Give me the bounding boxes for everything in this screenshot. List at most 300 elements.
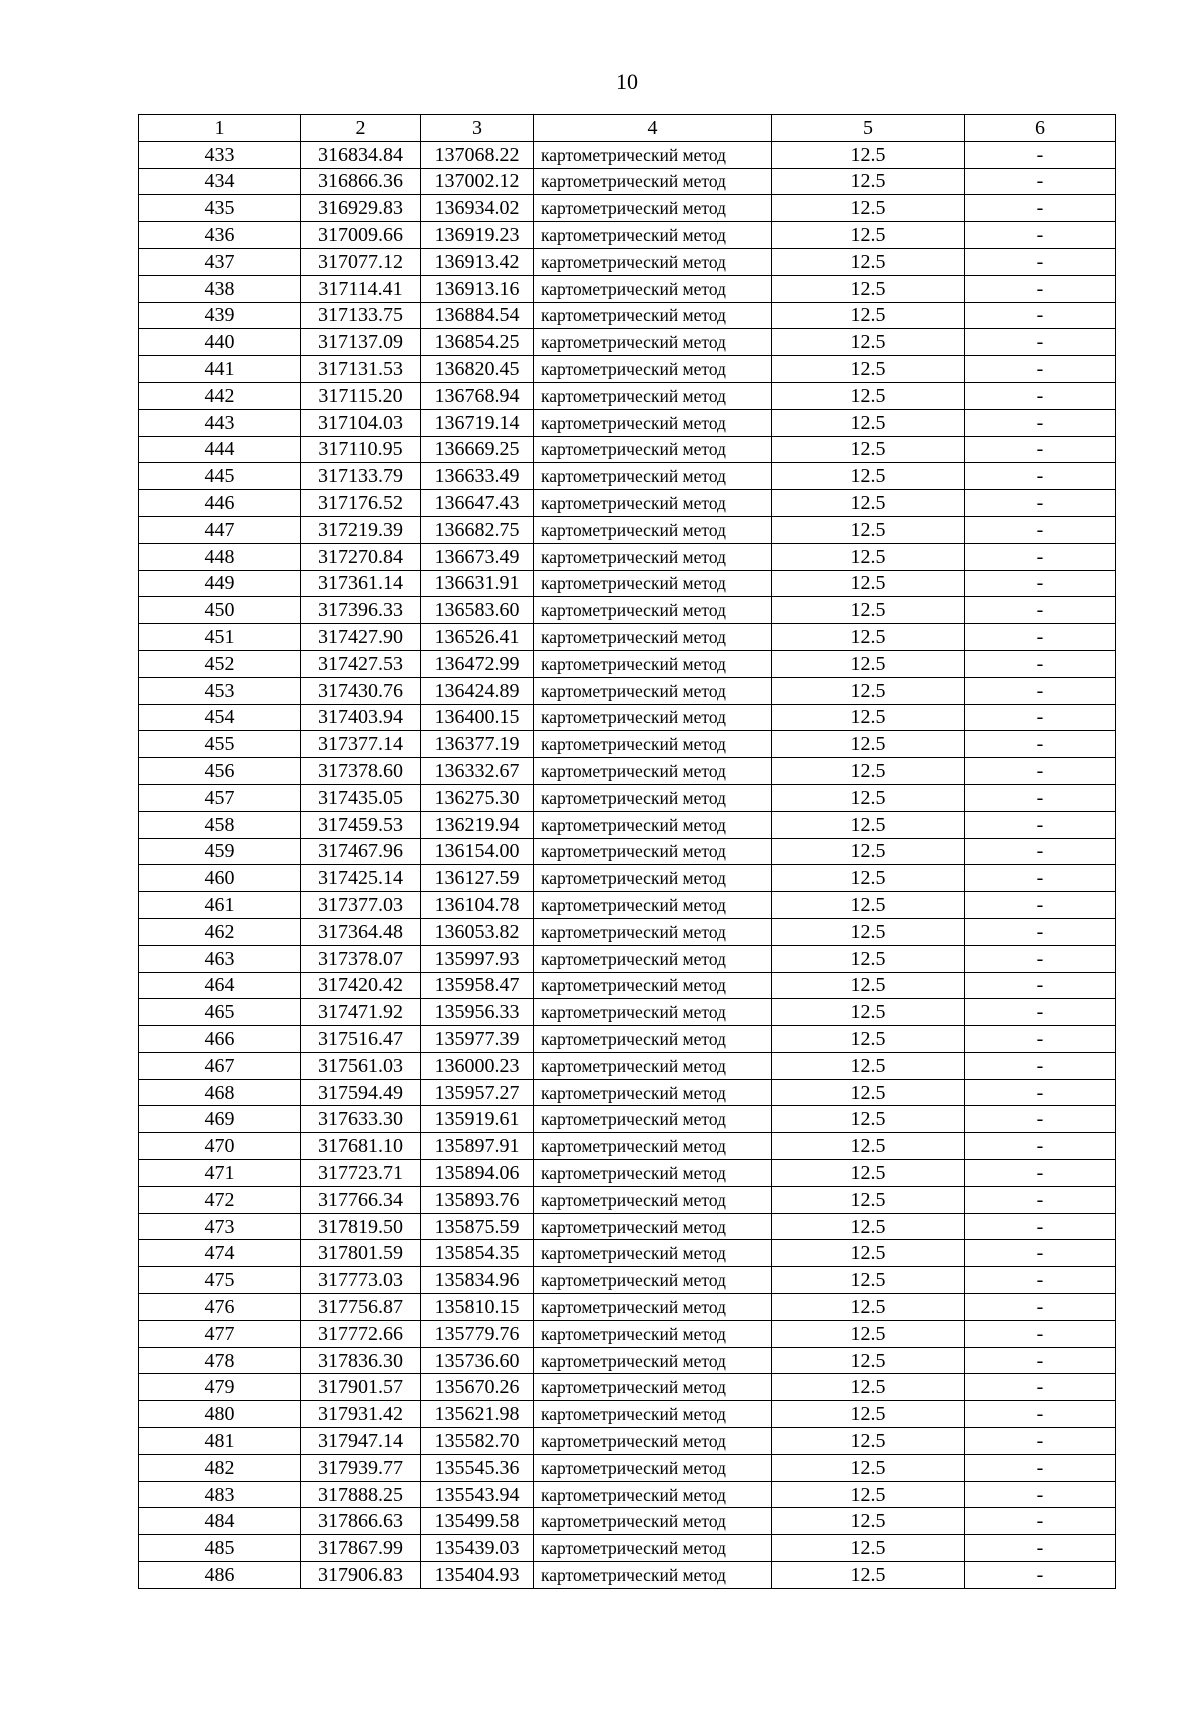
x-coordinate-cell: 317403.94 [301,704,421,731]
table-row [139,1267,1116,1294]
description-cell: - [965,1160,1116,1187]
y-coordinate-cell: 135875.59 [421,1213,534,1240]
x-coordinate-cell: 317888.25 [301,1481,421,1508]
description-cell: - [965,141,1116,168]
method-cell: картометрический метод [534,168,772,195]
accuracy-cell: 12.5 [772,248,965,275]
y-coordinate-cell: 135957.27 [421,1079,534,1106]
y-coordinate-cell: 135919.61 [421,1106,534,1133]
x-coordinate-cell: 317077.12 [301,248,421,275]
accuracy-cell: 12.5 [772,838,965,865]
table-row [139,168,1116,195]
description-cell: - [965,1106,1116,1133]
description-cell: - [965,490,1116,517]
y-coordinate-cell: 135810.15 [421,1294,534,1321]
point-number-cell: 474 [139,1240,301,1267]
method-cell: картометрический метод [534,275,772,302]
x-coordinate-cell: 317114.41 [301,275,421,302]
description-cell: - [965,1267,1116,1294]
y-coordinate-cell: 136647.43 [421,490,534,517]
table-row [139,1320,1116,1347]
accuracy-cell: 12.5 [772,570,965,597]
point-number-cell: 434 [139,168,301,195]
accuracy-cell: 12.5 [772,1052,965,1079]
y-coordinate-cell: 137068.22 [421,141,534,168]
table-row [139,1481,1116,1508]
point-number-cell: 468 [139,1079,301,1106]
method-cell: картометрический метод [534,463,772,490]
method-cell: картометрический метод [534,1401,772,1428]
point-number-cell: 465 [139,999,301,1026]
y-coordinate-cell: 136275.30 [421,784,534,811]
x-coordinate-cell: 317377.14 [301,731,421,758]
method-cell: картометрический метод [534,1186,772,1213]
accuracy-cell: 12.5 [772,382,965,409]
table-row [139,1535,1116,1562]
table-row [139,222,1116,249]
accuracy-cell: 12.5 [772,195,965,222]
table-row [139,1454,1116,1481]
point-number-cell: 483 [139,1481,301,1508]
y-coordinate-cell: 135670.26 [421,1374,534,1401]
method-cell: картометрический метод [534,972,772,999]
description-cell: - [965,195,1116,222]
description-cell: - [965,811,1116,838]
y-coordinate-cell: 136219.94 [421,811,534,838]
table-row [139,409,1116,436]
description-cell: - [965,1079,1116,1106]
y-coordinate-cell: 136633.49 [421,463,534,490]
point-number-cell: 463 [139,945,301,972]
point-number-cell: 481 [139,1428,301,1455]
method-cell: картометрический метод [534,1026,772,1053]
table-row [139,516,1116,543]
table-row [139,972,1116,999]
y-coordinate-cell: 136631.91 [421,570,534,597]
method-cell: картометрический метод [534,1374,772,1401]
accuracy-cell: 12.5 [772,1428,965,1455]
accuracy-cell: 12.5 [772,1240,965,1267]
description-cell: - [965,758,1116,785]
accuracy-cell: 12.5 [772,677,965,704]
table-row [139,597,1116,624]
description-cell: - [965,624,1116,651]
x-coordinate-cell: 316866.36 [301,168,421,195]
description-cell: - [965,892,1116,919]
y-coordinate-cell: 135956.33 [421,999,534,1026]
point-number-cell: 448 [139,543,301,570]
description-cell: - [965,918,1116,945]
accuracy-cell: 12.5 [772,329,965,356]
x-coordinate-cell: 317115.20 [301,382,421,409]
x-coordinate-cell: 317867.99 [301,1535,421,1562]
description-cell: - [965,463,1116,490]
point-number-cell: 457 [139,784,301,811]
description-cell: - [965,275,1116,302]
description-cell: - [965,1481,1116,1508]
x-coordinate-cell: 317270.84 [301,543,421,570]
table-row [139,195,1116,222]
description-cell: - [965,168,1116,195]
table-row [139,1160,1116,1187]
description-cell: - [965,650,1116,677]
point-number-cell: 436 [139,222,301,249]
y-coordinate-cell: 136820.45 [421,356,534,383]
accuracy-cell: 12.5 [772,1535,965,1562]
y-coordinate-cell: 136127.59 [421,865,534,892]
table-row [139,436,1116,463]
column-header: 4 [534,115,772,142]
table-row [139,811,1116,838]
point-number-cell: 461 [139,892,301,919]
point-number-cell: 485 [139,1535,301,1562]
method-cell: картометрический метод [534,1133,772,1160]
x-coordinate-cell: 317459.53 [301,811,421,838]
table-row [139,677,1116,704]
table-row [139,463,1116,490]
method-cell: картометрический метод [534,570,772,597]
x-coordinate-cell: 317425.14 [301,865,421,892]
description-cell: - [965,1374,1116,1401]
description-cell: - [965,1052,1116,1079]
x-coordinate-cell: 317427.90 [301,624,421,651]
accuracy-cell: 12.5 [772,436,965,463]
y-coordinate-cell: 136913.42 [421,248,534,275]
y-coordinate-cell: 136472.99 [421,650,534,677]
table-row [139,999,1116,1026]
x-coordinate-cell: 317836.30 [301,1347,421,1374]
description-cell: - [965,1320,1116,1347]
x-coordinate-cell: 317594.49 [301,1079,421,1106]
method-cell: картометрический метод [534,329,772,356]
table-row [139,1186,1116,1213]
description-cell: - [965,1562,1116,1589]
description-cell: - [965,1186,1116,1213]
method-cell: картометрический метод [534,1106,772,1133]
x-coordinate-cell: 317633.30 [301,1106,421,1133]
table-row [139,1294,1116,1321]
y-coordinate-cell: 136332.67 [421,758,534,785]
description-cell: - [965,1401,1116,1428]
x-coordinate-cell: 317427.53 [301,650,421,677]
point-number-cell: 442 [139,382,301,409]
point-number-cell: 438 [139,275,301,302]
x-coordinate-cell: 317901.57 [301,1374,421,1401]
method-cell: картометрический метод [534,1267,772,1294]
table-row [139,918,1116,945]
point-number-cell: 458 [139,811,301,838]
description-cell: - [965,731,1116,758]
y-coordinate-cell: 136526.41 [421,624,534,651]
description-cell: - [965,1026,1116,1053]
x-coordinate-cell: 317133.75 [301,302,421,329]
accuracy-cell: 12.5 [772,490,965,517]
point-number-cell: 440 [139,329,301,356]
x-coordinate-cell: 317516.47 [301,1026,421,1053]
point-number-cell: 467 [139,1052,301,1079]
accuracy-cell: 12.5 [772,463,965,490]
y-coordinate-cell: 135404.93 [421,1562,534,1589]
x-coordinate-cell: 317176.52 [301,490,421,517]
accuracy-cell: 12.5 [772,1267,965,1294]
method-cell: картометрический метод [534,195,772,222]
method-cell: картометрический метод [534,302,772,329]
accuracy-cell: 12.5 [772,1320,965,1347]
x-coordinate-cell: 317467.96 [301,838,421,865]
accuracy-cell: 12.5 [772,1401,965,1428]
method-cell: картометрический метод [534,356,772,383]
y-coordinate-cell: 135834.96 [421,1267,534,1294]
table-row [139,1106,1116,1133]
method-cell: картометрический метод [534,1454,772,1481]
y-coordinate-cell: 136424.89 [421,677,534,704]
method-cell: картометрический метод [534,865,772,892]
description-cell: - [965,1240,1116,1267]
point-number-cell: 462 [139,918,301,945]
description-cell: - [965,409,1116,436]
y-coordinate-cell: 135893.76 [421,1186,534,1213]
description-cell: - [965,302,1116,329]
table-row [139,624,1116,651]
x-coordinate-cell: 317378.60 [301,758,421,785]
method-cell: картометрический метод [534,1294,772,1321]
accuracy-cell: 12.5 [772,597,965,624]
method-cell: картометрический метод [534,597,772,624]
point-number-cell: 470 [139,1133,301,1160]
method-cell: картометрический метод [534,650,772,677]
accuracy-cell: 12.5 [772,918,965,945]
description-cell: - [965,1347,1116,1374]
column-header: 3 [421,115,534,142]
x-coordinate-cell: 317756.87 [301,1294,421,1321]
y-coordinate-cell: 135736.60 [421,1347,534,1374]
method-cell: картометрический метод [534,409,772,436]
x-coordinate-cell: 317866.63 [301,1508,421,1535]
point-number-cell: 437 [139,248,301,275]
table-row [139,570,1116,597]
accuracy-cell: 12.5 [772,409,965,436]
y-coordinate-cell: 136682.75 [421,516,534,543]
x-coordinate-cell: 317396.33 [301,597,421,624]
x-coordinate-cell: 317219.39 [301,516,421,543]
y-coordinate-cell: 136583.60 [421,597,534,624]
table-row [139,892,1116,919]
description-cell: - [965,516,1116,543]
point-number-cell: 486 [139,1562,301,1589]
accuracy-cell: 12.5 [772,1347,965,1374]
method-cell: картометрический метод [534,999,772,1026]
x-coordinate-cell: 317361.14 [301,570,421,597]
method-cell: картометрический метод [534,704,772,731]
x-coordinate-cell: 317723.71 [301,1160,421,1187]
description-cell: - [965,972,1116,999]
accuracy-cell: 12.5 [772,624,965,651]
accuracy-cell: 12.5 [772,1374,965,1401]
method-cell: картометрический метод [534,1508,772,1535]
table-row [139,275,1116,302]
x-coordinate-cell: 317133.79 [301,463,421,490]
description-cell: - [965,543,1116,570]
point-number-cell: 472 [139,1186,301,1213]
method-cell: картометрический метод [534,918,772,945]
point-number-cell: 459 [139,838,301,865]
x-coordinate-cell: 316929.83 [301,195,421,222]
table-row [139,356,1116,383]
x-coordinate-cell: 317681.10 [301,1133,421,1160]
column-header: 5 [772,115,965,142]
page-number: 10 [616,69,638,94]
point-number-cell: 475 [139,1267,301,1294]
method-cell: картометрический метод [534,1052,772,1079]
y-coordinate-cell: 136000.23 [421,1052,534,1079]
table-row [139,141,1116,168]
table-row [139,945,1116,972]
table-header-row [139,115,1116,142]
x-coordinate-cell: 317110.95 [301,436,421,463]
y-coordinate-cell: 136919.23 [421,222,534,249]
x-coordinate-cell: 317772.66 [301,1320,421,1347]
accuracy-cell: 12.5 [772,1160,965,1187]
x-coordinate-cell: 317947.14 [301,1428,421,1455]
y-coordinate-cell: 135958.47 [421,972,534,999]
method-cell: картометрический метод [534,624,772,651]
table-row [139,784,1116,811]
description-cell: - [965,945,1116,972]
method-cell: картометрический метод [534,248,772,275]
method-cell: картометрический метод [534,1079,772,1106]
point-number-cell: 477 [139,1320,301,1347]
table-row [139,329,1116,356]
method-cell: картометрический метод [534,1535,772,1562]
description-cell: - [965,677,1116,704]
y-coordinate-cell: 136053.82 [421,918,534,945]
x-coordinate-cell: 317377.03 [301,892,421,919]
description-cell: - [965,248,1116,275]
y-coordinate-cell: 135545.36 [421,1454,534,1481]
column-header: 6 [965,115,1116,142]
x-coordinate-cell: 317819.50 [301,1213,421,1240]
point-number-cell: 484 [139,1508,301,1535]
table-row [139,1428,1116,1455]
x-coordinate-cell: 317378.07 [301,945,421,972]
y-coordinate-cell: 136154.00 [421,838,534,865]
accuracy-cell: 12.5 [772,784,965,811]
method-cell: картометрический метод [534,1562,772,1589]
point-number-cell: 454 [139,704,301,731]
x-coordinate-cell: 317430.76 [301,677,421,704]
table-row [139,302,1116,329]
accuracy-cell: 12.5 [772,168,965,195]
y-coordinate-cell: 135543.94 [421,1481,534,1508]
table-row [139,838,1116,865]
x-coordinate-cell: 316834.84 [301,141,421,168]
method-cell: картометрический метод [534,490,772,517]
point-number-cell: 473 [139,1213,301,1240]
x-coordinate-cell: 317131.53 [301,356,421,383]
point-number-cell: 455 [139,731,301,758]
description-cell: - [965,838,1116,865]
y-coordinate-cell: 135897.91 [421,1133,534,1160]
method-cell: картометрический метод [534,543,772,570]
point-number-cell: 451 [139,624,301,651]
description-cell: - [965,1428,1116,1455]
table-row [139,1374,1116,1401]
x-coordinate-cell: 317420.42 [301,972,421,999]
x-coordinate-cell: 317471.92 [301,999,421,1026]
point-number-cell: 464 [139,972,301,999]
point-number-cell: 479 [139,1374,301,1401]
table-row [139,1562,1116,1589]
method-cell: картометрический метод [534,811,772,838]
y-coordinate-cell: 135779.76 [421,1320,534,1347]
accuracy-cell: 12.5 [772,945,965,972]
y-coordinate-cell: 135977.39 [421,1026,534,1053]
point-number-cell: 453 [139,677,301,704]
y-coordinate-cell: 136673.49 [421,543,534,570]
accuracy-cell: 12.5 [772,275,965,302]
accuracy-cell: 12.5 [772,1106,965,1133]
description-cell: - [965,704,1116,731]
accuracy-cell: 12.5 [772,1213,965,1240]
accuracy-cell: 12.5 [772,999,965,1026]
column-header: 2 [301,115,421,142]
accuracy-cell: 12.5 [772,1481,965,1508]
method-cell: картометрический метод [534,1428,772,1455]
y-coordinate-cell: 136377.19 [421,731,534,758]
table-row [139,1026,1116,1053]
point-number-cell: 449 [139,570,301,597]
y-coordinate-cell: 135582.70 [421,1428,534,1455]
table-row [139,543,1116,570]
accuracy-cell: 12.5 [772,1562,965,1589]
accuracy-cell: 12.5 [772,865,965,892]
description-cell: - [965,356,1116,383]
description-cell: - [965,597,1116,624]
accuracy-cell: 12.5 [772,1508,965,1535]
x-coordinate-cell: 317766.34 [301,1186,421,1213]
y-coordinate-cell: 137002.12 [421,168,534,195]
table-row [139,1213,1116,1240]
point-number-cell: 452 [139,650,301,677]
method-cell: картометрический метод [534,1320,772,1347]
point-number-cell: 433 [139,141,301,168]
y-coordinate-cell: 135439.03 [421,1535,534,1562]
method-cell: картометрический метод [534,945,772,972]
method-cell: картометрический метод [534,1347,772,1374]
method-cell: картометрический метод [534,784,772,811]
description-cell: - [965,1133,1116,1160]
point-number-cell: 476 [139,1294,301,1321]
method-cell: картометрический метод [534,1160,772,1187]
description-cell: - [965,865,1116,892]
point-number-cell: 480 [139,1401,301,1428]
point-number-cell: 469 [139,1106,301,1133]
description-cell: - [965,784,1116,811]
method-cell: картометрический метод [534,1481,772,1508]
method-cell: картометрический метод [534,141,772,168]
accuracy-cell: 12.5 [772,1454,965,1481]
table-row [139,1052,1116,1079]
method-cell: картометрический метод [534,838,772,865]
x-coordinate-cell: 317009.66 [301,222,421,249]
table-row [139,1401,1116,1428]
x-coordinate-cell: 317435.05 [301,784,421,811]
description-cell: - [965,999,1116,1026]
point-number-cell: 450 [139,597,301,624]
x-coordinate-cell: 317137.09 [301,329,421,356]
y-coordinate-cell: 136884.54 [421,302,534,329]
description-cell: - [965,382,1116,409]
